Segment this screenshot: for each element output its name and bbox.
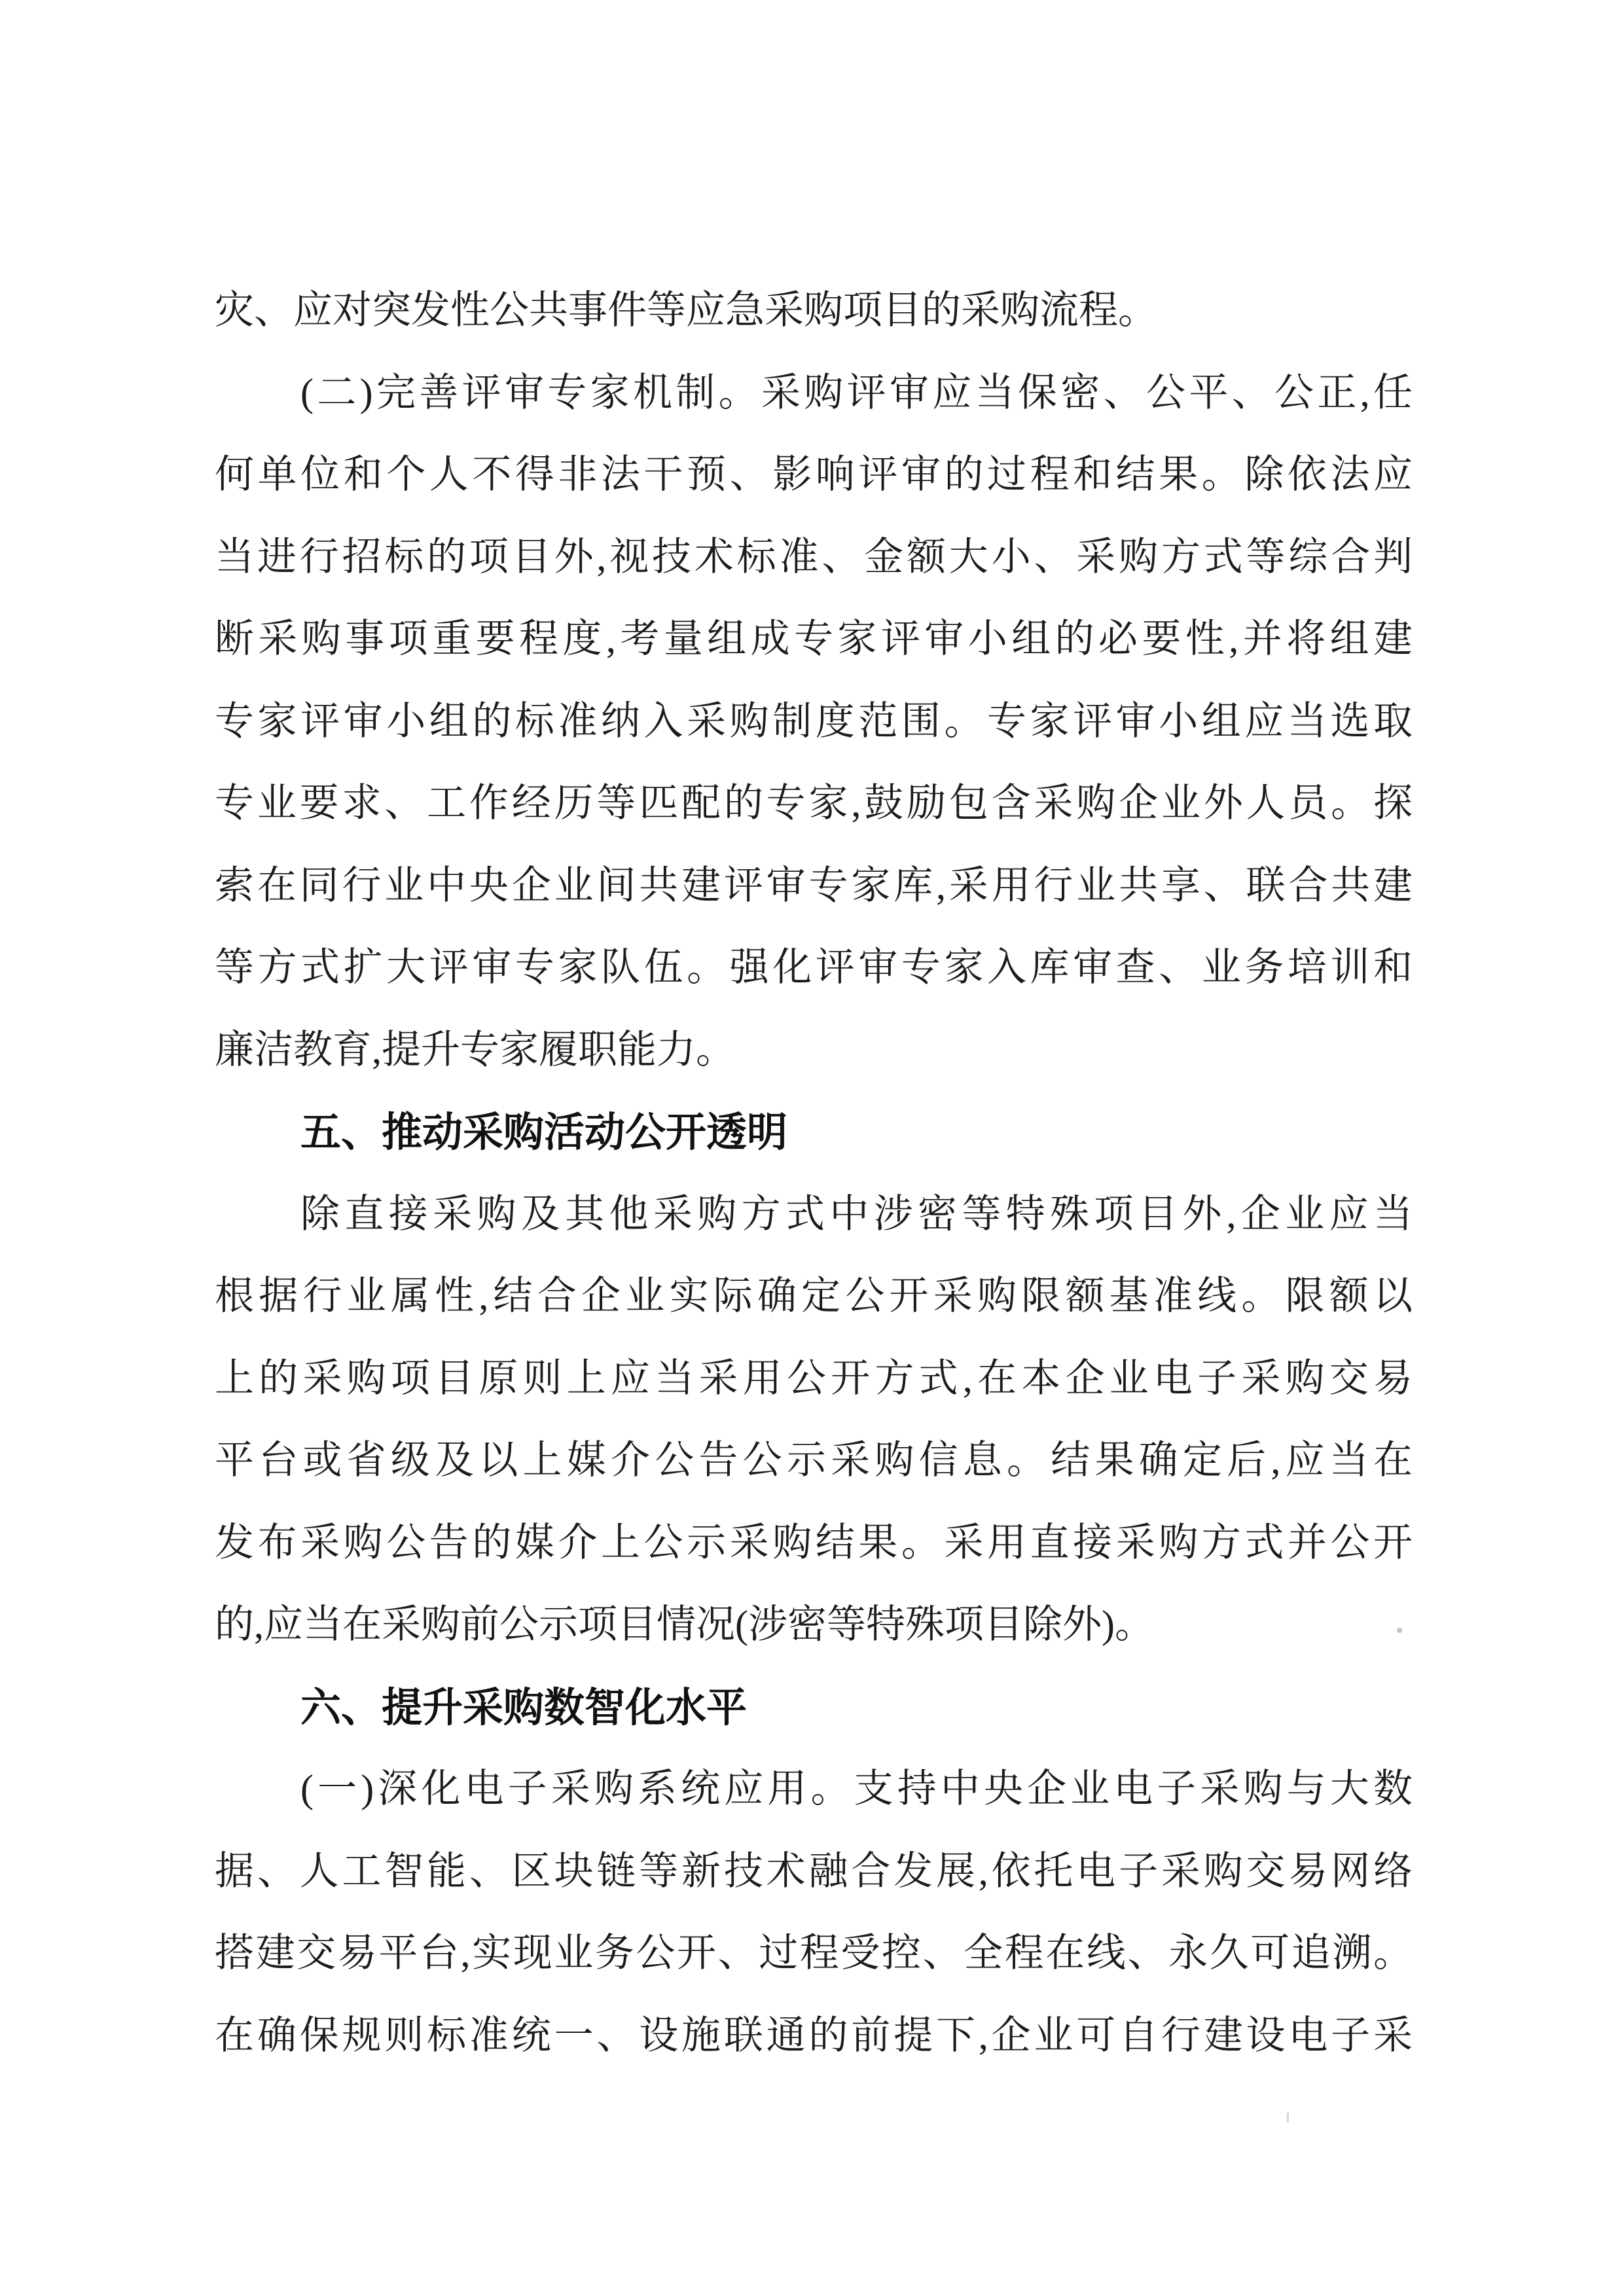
text-line: 何单位和个人不得非法干预、影响评审的过程和结果。除依法应 — [215, 453, 1413, 496]
scan-speckle — [1397, 1628, 1402, 1633]
text-line: 搭建交易平台,实现业务公开、过程受控、全程在线、永久可追溯。 — [215, 1931, 1413, 1975]
text-line: 当进行招标的项目外,视技术标准、金额大小、采购方式等综合判 — [215, 535, 1413, 579]
document-body — [215, 270, 1413, 2077]
section-heading: 六、提升采购数智化水平 — [300, 1683, 748, 1731]
text-line: 平台或省级及以上媒介公告公示采购信息。结果确定后,应当在 — [215, 1439, 1413, 1482]
text-line: 专家评审小组的标准纳入采购制度范围。专家评审小组应当选取 — [215, 699, 1413, 743]
text-line: 发布采购公告的媒介上公示采购结果。采用直接采购方式并公开 — [215, 1520, 1413, 1564]
text-line: 断采购事项重要程度,考量组成专家评审小组的必要性,并将组建 — [215, 617, 1413, 660]
text-line: 专业要求、工作经历等匹配的专家,鼓励包含采购企业外人员。探 — [215, 781, 1413, 825]
text-line: 索在同行业中央企业间共建评审专家库,采用行业共享、联合共建 — [215, 863, 1413, 907]
text-line: (二)完善评审专家机制。采购评审应当保密、公平、公正,任 — [300, 370, 1413, 414]
text-line: 等方式扩大评审专家队伍。强化评审专家入库审查、业务培训和 — [215, 946, 1413, 989]
text-line: 根据行业属性,结合企业实际确定公开采购限额基准线。限额以 — [215, 1274, 1413, 1318]
text-line: 灾、应对突发性公共事件等应急采购项目的采购流程。 — [215, 289, 1157, 332]
scan-speckle — [1287, 2113, 1289, 2123]
text-line: (一)深化电子采购系统应用。支持中央企业电子采购与大数 — [300, 1767, 1413, 1810]
text-line: 的,应当在采购前公示项目情况(涉密等特殊项目除外)。 — [215, 1603, 1154, 1646]
text-line: 除直接采购及其他采购方式中涉密等特殊项目外,企业应当 — [300, 1192, 1413, 1236]
text-line: 在确保规则标准统一、设施联通的前提下,企业可自行建设电子采 — [215, 2013, 1413, 2057]
text-line: 廉洁教育,提升专家履职能力。 — [215, 1028, 735, 1071]
section-heading: 五、推动采购活动公开透明 — [300, 1108, 788, 1156]
text-line: 据、人工智能、区块链等新技术融合发展,依托电子采购交易网络 — [215, 1849, 1413, 1893]
text-line: 上的采购项目原则上应当采用公开方式,在本企业电子采购交易 — [215, 1356, 1413, 1400]
